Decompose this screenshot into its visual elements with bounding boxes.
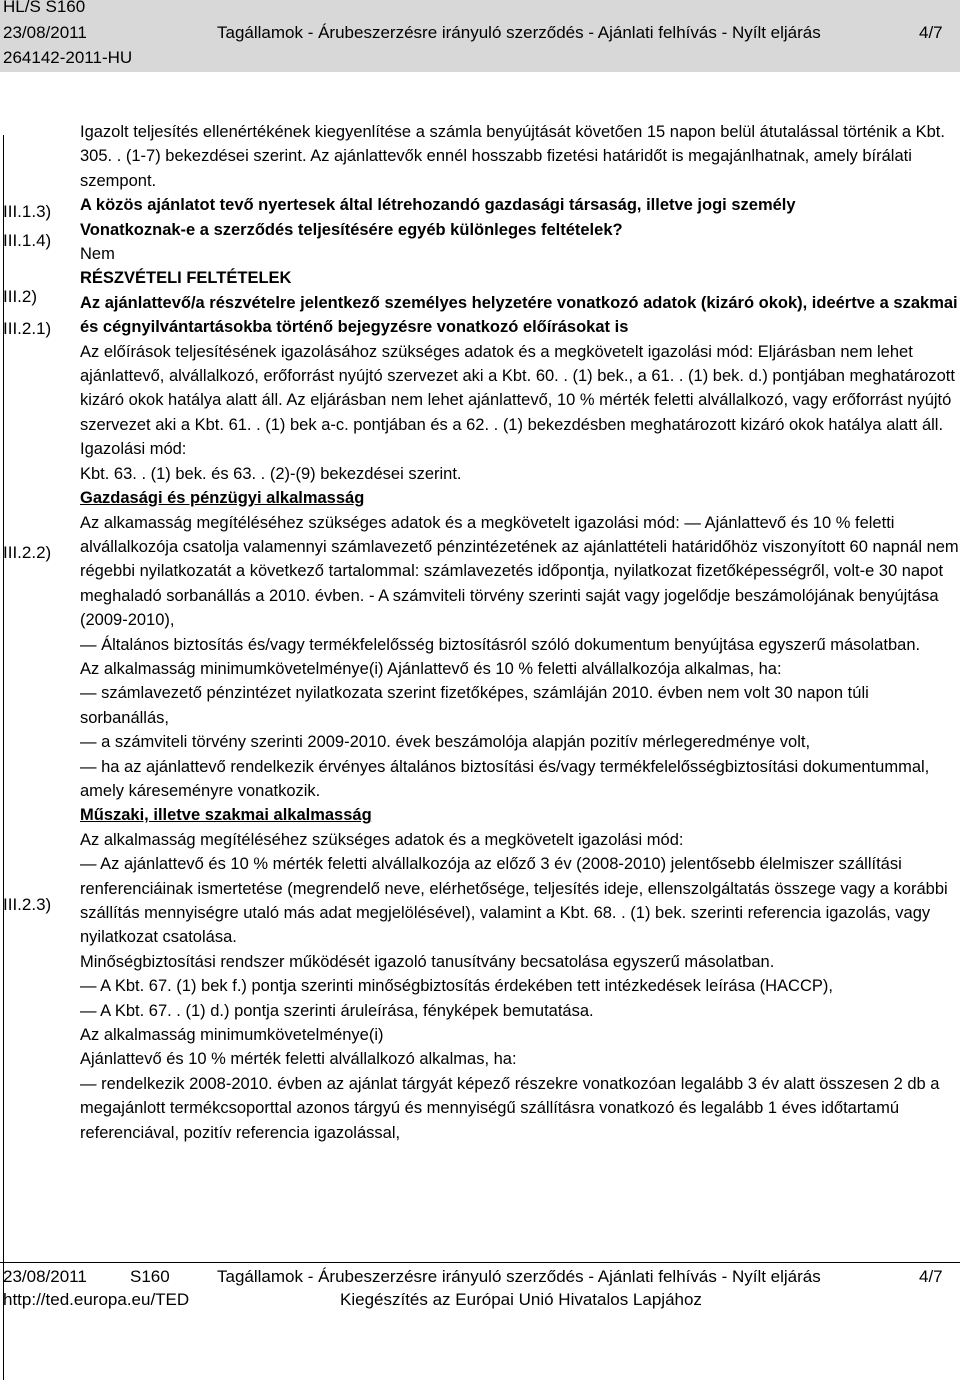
paragraph-heading: A közös ajánlatot tevő nyertesek által létrehozandó gazdasági társaság, illetve jogi személy — [80, 196, 796, 215]
subsection-heading: Műszaki, illetve szakmai alkalmasság — [80, 806, 372, 825]
section-number: III.1.3) — [3, 202, 52, 221]
paragraph: Az alkalmasság megítéléséhez szükséges adatok és a megkövetelt igazolási mód: — [80, 830, 684, 849]
paragraph-heading: Az ajánlattevő/a részvételre jelentkező személyes helyzetére vonatkozó adatok (kizáró okok), ideértve a szakmai és cégnyilvántartásokba történő bejegyzésre vonatkozó előírásokat is — [80, 293, 958, 337]
section-number: III.2.3) — [3, 895, 52, 914]
paragraph: — ha az ajánlattevő rendelkezik érvényes általános biztosítási és/vagy termékfelelősségbiztosítási dokumentummal, amely káreseményre vonatkozik. — [80, 757, 930, 800]
notice-body — [80, 120, 960, 1145]
footer-date: 23/08/2011 — [3, 1267, 87, 1286]
footer-page-number: 4/7 — [919, 1267, 943, 1286]
paragraph: Nem — [80, 245, 115, 264]
paragraph: — rendelkezik 2008-2010. évben az ajánlat tárgyát képező részekre vonatkozóan legalább 3 év alatt összesen 2 db a megajánlott termékcsoporttal azonos tárgyú és mennyiségű szállításra vonatkozó és legalább 1 éves időtartamú referenciával, pozitív referencia igazolással, — [80, 1074, 940, 1142]
paragraph-heading: Vonatkoznak-e a szerződés teljesítésére egyéb különleges feltételek? — [80, 220, 623, 239]
section-number: III.2.2) — [3, 543, 52, 562]
footer-title: Tagállamok - Árubeszerzésre irányuló szerződés - Ajánlati felhívás - Nyílt eljárás — [217, 1267, 821, 1286]
paragraph: Ajánlattevő és 10 % mérték feletti alvállalkozó alkalmas, ha: — [80, 1050, 517, 1069]
section-number: III.2.1) — [3, 319, 52, 338]
paragraph: Az alkalmasság minimumkövetelménye(i) Ajánlattevő és 10 % feletti alvállalkozója alkalmas, ha: — [80, 659, 782, 678]
paragraph: — A Kbt. 67. (1) bek f.) pontja szerinti minőségbiztosítás érdekében tett intézkedések leírása (HACCP), — [80, 977, 833, 996]
footer-url[interactable]: http://ted.europa.eu/TED — [3, 1290, 190, 1309]
paragraph: Kbt. 63. . (1) bek. és 63. . (2)-(9) bekezdései szerint. — [80, 464, 462, 483]
paragraph: — Általános biztosítás és/vagy termékfelelősség biztosításról szóló dokumentum benyújtása egyszerű másolatban. — [80, 635, 921, 654]
paragraph: — Az ajánlattevő és 10 % mérték feletti alvállalkozója az előző 3 év (2008-2010) jelentősebb élelmiszer szállítási renferenciáinak ismertetése (megrendelő neve, elérhetősége, teljesítés ideje, ellenszolgáltatás összege vagy a korábbi szállítás mennyiségre utaló más adat megjelölésével), valamint a Kbt. 68. . (1) bek. szerinti referencia igazolás, vagy nyilatkozat csatolása. — [80, 855, 948, 947]
section-number: III.2) — [3, 287, 38, 306]
paragraph: Igazolt teljesítés ellenértékének kiegyenlítése a számla benyújtását követően 15 napon belül átutalással történik a Kbt. 305. . (1-7) bekezdései szerint. Az ajánlattevők ennél hosszabb fizetési határidőt is megajánlhatnak, amely bírálati szempont. — [80, 123, 945, 190]
header-series: HL/S S160 — [3, 0, 86, 16]
header-page-number: 4/7 — [919, 23, 943, 42]
footer-series: S160 — [130, 1267, 170, 1286]
page-header — [0, 0, 960, 72]
footer-journal: Kiegészítés az Európai Unió Hivatalos Lapjához — [340, 1290, 702, 1309]
paragraph: — számlavezető pénzintézet nyilatkozata szerint fizetőképes, számláján 2010. évben nem volt 30 napon túli sorbanállás, — [80, 684, 869, 727]
margin-line — [3, 135, 4, 1380]
paragraph: — A Kbt. 67. . (1) d.) pontja szerinti áruleírása, fényképek bemutatása. — [80, 1001, 594, 1020]
header-notice-id: 264142-2011-HU — [3, 48, 133, 67]
header-date: 23/08/2011 — [3, 23, 87, 42]
paragraph: Minőségbiztosítási rendszer működését igazoló tanusítvány becsatolása egyszerű másolatban. — [80, 952, 775, 971]
paragraph: Az előírások teljesítésének igazolásához szükséges adatok és a megkövetelt igazolási mód: Eljárásban nem lehet ajánlattevő, alvállalkozó, erőforrást nyújtó szervezet aki a Kbt. 60. . (1) bek., a 61. . (1) bek. d.) pontjában meghatározott kizáró okok hatálya alatt áll. Az eljárásban nem lehet ajánlattevő, 10 % mérték feletti alvállalkozó, vagy erőforrást nyújtó szervezet aki a Kbt. 61. . (1) bek a-c. pontjában és a 62. . (1) bekezdésben meghatározott kizáró okok hatálya alatt áll. — [80, 342, 955, 434]
header-title: Tagállamok - Árubeszerzésre irányuló szerződés - Ajánlati felhívás - Nyílt eljárás — [217, 23, 821, 42]
paragraph: Igazolási mód: — [80, 440, 187, 459]
footer-divider — [0, 1262, 960, 1263]
paragraph: — a számviteli törvény szerinti 2009-2010. évek beszámolója alapján pozitív mérlegeredménye volt, — [80, 733, 811, 752]
section-number: III.1.4) — [3, 231, 52, 250]
paragraph: Az alkamasság megítéléséhez szükséges adatok és a megkövetelt igazolási mód: — Ajánlattevő és 10 % feletti alvállalkozója csatolja valamennyi számlavezető pénzintézetének az ajánlattételi határidőhöz viszonyított 60 napnál nem régebbi nyilatkozatát a következő tartalommal: számlavezetés időpontja, nyilatkozat fizetőképességről, volt-e 30 napot meghaladó sorbanállás a 2010. évben. - A számviteli törvény szerinti saját vagy jogelődje beszámolójának benyújtása (2009-2010), — [80, 513, 959, 630]
paragraph: Az alkalmasság minimumkövetelménye(i) — [80, 1026, 384, 1045]
section-heading: RÉSZVÉTELI FELTÉTELEK — [80, 269, 292, 288]
subsection-heading: Gazdasági és pénzügyi alkalmasság — [80, 489, 365, 508]
